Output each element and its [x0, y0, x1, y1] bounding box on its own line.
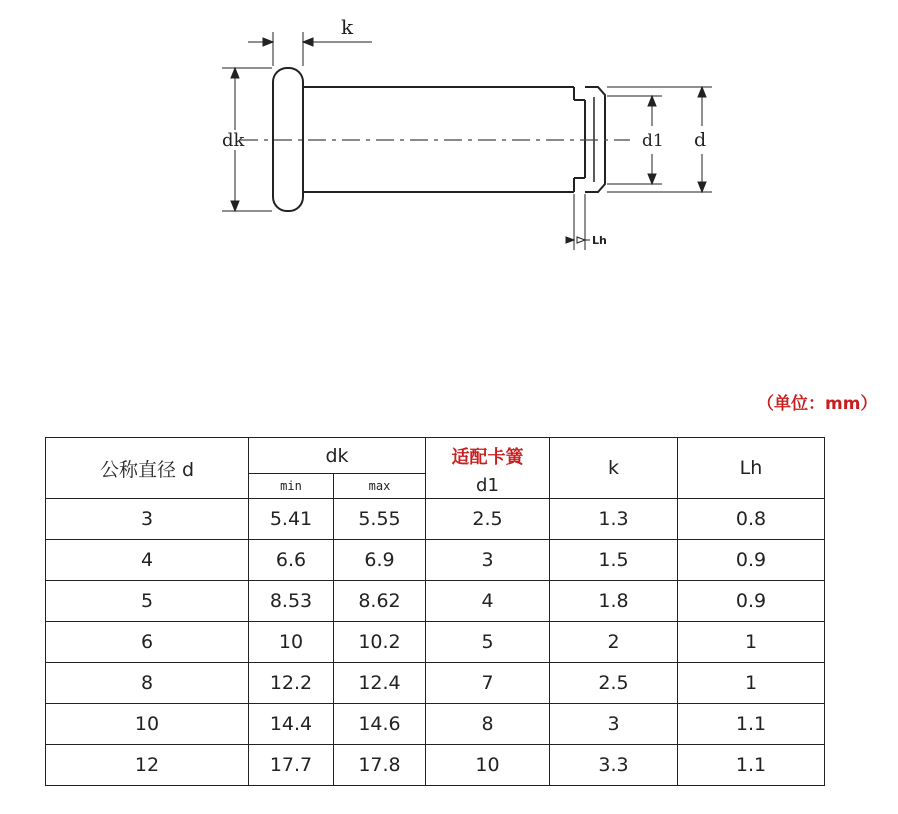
cell-k: 2.5	[550, 663, 678, 704]
cell-dk-min: 17.7	[249, 745, 334, 786]
d-label: d	[694, 129, 707, 151]
cell-d: 8	[46, 663, 249, 704]
header-dk: dk	[249, 438, 426, 474]
cell-d: 12	[46, 745, 249, 786]
cell-lh: 1.1	[678, 704, 825, 745]
lh-label: Lh	[592, 234, 607, 247]
cell-k: 1.5	[550, 540, 678, 581]
cell-lh: 1	[678, 622, 825, 663]
cell-d: 6	[46, 622, 249, 663]
d1-label: d1	[642, 131, 664, 151]
cell-d1: 8	[426, 704, 550, 745]
table-row	[46, 622, 825, 663]
header-dk-min: min	[249, 474, 334, 499]
cell-d1: 10	[426, 745, 550, 786]
cell-dk-max: 6.9	[334, 540, 426, 581]
cell-dk-min: 8.53	[249, 581, 334, 622]
cell-lh: 0.9	[678, 540, 825, 581]
table-row	[46, 704, 825, 745]
cell-lh: 0.9	[678, 581, 825, 622]
dimension-lines	[222, 32, 712, 250]
cell-d: 10	[46, 704, 249, 745]
cell-d: 3	[46, 499, 249, 540]
cell-d1: 5	[426, 622, 550, 663]
cell-dk-min: 6.6	[249, 540, 334, 581]
cell-dk-min: 14.4	[249, 704, 334, 745]
cell-dk-min: 10	[249, 622, 334, 663]
table-row	[46, 663, 825, 704]
header-nominal-diameter: 公称直径 d	[46, 438, 249, 499]
header-k: k	[550, 438, 678, 499]
cell-k: 3	[550, 704, 678, 745]
table-row	[46, 499, 825, 540]
cell-lh: 1.1	[678, 745, 825, 786]
dimension-table	[45, 437, 825, 786]
cell-dk-max: 17.8	[334, 745, 426, 786]
cell-dk-max: 10.2	[334, 622, 426, 663]
header-clip	[426, 438, 550, 474]
unit-note: （单位：mm）	[757, 394, 878, 414]
cell-k: 1.8	[550, 581, 678, 622]
cell-dk-max: 14.6	[334, 704, 426, 745]
dk-label: dk	[222, 130, 245, 151]
cell-k: 2	[550, 622, 678, 663]
table-header-row	[46, 438, 825, 474]
cell-d1: 4	[426, 581, 550, 622]
table-row	[46, 540, 825, 581]
cell-dk-max: 8.62	[334, 581, 426, 622]
header-clip-label: 适配卡簧	[451, 446, 524, 468]
cell-lh: 1	[678, 663, 825, 704]
cell-lh: 0.8	[678, 499, 825, 540]
k-label: k	[341, 15, 354, 39]
cell-dk-max: 5.55	[334, 499, 426, 540]
header-d1: d1	[426, 474, 550, 499]
table-row	[46, 745, 825, 786]
cell-dk-min: 5.41	[249, 499, 334, 540]
cell-dk-max: 12.4	[334, 663, 426, 704]
cell-k: 1.3	[550, 499, 678, 540]
cell-d: 5	[46, 581, 249, 622]
cell-dk-min: 12.2	[249, 663, 334, 704]
pin-dimension-drawing	[0, 0, 898, 300]
cell-d1: 3	[426, 540, 550, 581]
cell-d: 4	[46, 540, 249, 581]
table-row	[46, 581, 825, 622]
cell-d1: 2.5	[426, 499, 550, 540]
cell-d1: 7	[426, 663, 550, 704]
cell-k: 3.3	[550, 745, 678, 786]
header-dk-max: max	[334, 474, 426, 499]
header-lh: Lh	[678, 438, 825, 499]
